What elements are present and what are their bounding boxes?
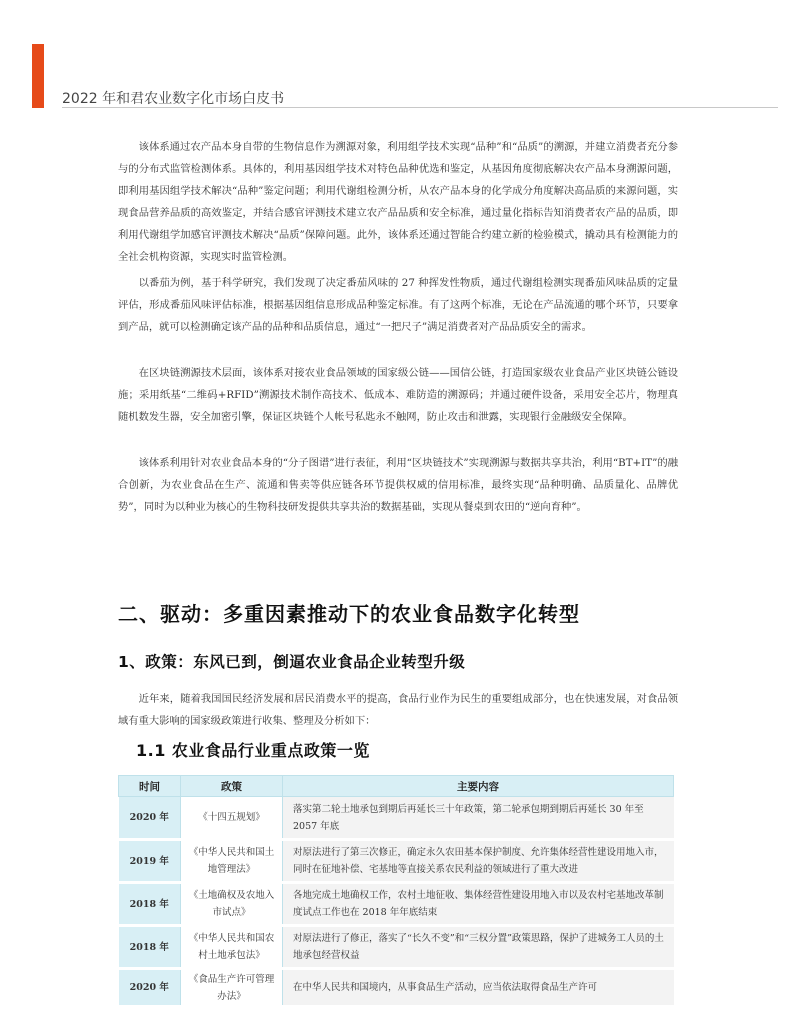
paragraph-blockchain: 在区块链溯源技术层面，该体系对接农业食品领域的国家级公链——国信公链，打造国家级农业食品产业区块链公链设施；采用纸基“二维码+RFID”溯源技术制作高技术、低成本、难防造的溯源码；并通过硬件设备，采用安全芯片，物理真随机数发生器，安全加密引擎，保证区块链个人帐号私匙永不触网，防止攻击和泄露，实现银行金融级安全保障。: [118, 367, 678, 423]
cell-policy: 《中华人民共和国土地管理法》: [181, 840, 283, 883]
header-divider: [62, 107, 778, 108]
cell-time: 2019 年: [119, 840, 181, 883]
cell-time: 2020 年: [119, 969, 181, 1007]
cell-content: 对原法进行了第三次修正，确定永久农田基本保护制度、允许集体经营性建设用地入市，同时在征地补偿、宅基地等直接关系农民利益的领域进行了重大改进: [283, 840, 674, 883]
section-heading: 二、驱动：多重因素推动下的农业食品数字化转型: [118, 602, 580, 626]
paragraph-tomato-example: 以番茄为例，基于科学研究，我们发现了决定番茄风味的 27 种挥发性物质，通过代谢组检测实现番茄风味品质的定量评估，形成番茄风味评估标准，根据基因组信息形成品种鉴定标准。有了这两个标准，无论在产品流通的哪个环节，只要拿到产品，就可以检测确定该产品的品种和品质信息，通过“一把尺子”满足消费者对产品品质安全的需求。: [118, 277, 678, 333]
table-row: [119, 926, 674, 969]
table-row: [119, 969, 674, 1007]
header-accent-bar: [32, 44, 44, 108]
table-row: [119, 883, 674, 926]
cell-policy: 《食品生产许可管理办法》: [181, 969, 283, 1007]
table-heading: 1.1 农业食品行业重点政策一览: [136, 741, 370, 760]
cell-content: 在中华人民共和国境内，从事食品生产活动，应当依法取得食品生产许可: [283, 969, 674, 1007]
header-policy: 政策: [181, 776, 283, 797]
table-header-row: [119, 776, 674, 797]
header-content: 主要内容: [283, 776, 674, 797]
table-row: [119, 797, 674, 840]
cell-time: 2020 年: [119, 797, 181, 840]
table-row: [119, 840, 674, 883]
cell-policy: 《十四五规划》: [181, 797, 283, 840]
cell-content: 落实第二轮土地承包到期后再延长三十年政策，第二轮承包期到期后再延长 30 年至 2057 年底: [283, 797, 674, 840]
header-time: 时间: [119, 776, 181, 797]
cell-time: 2018 年: [119, 926, 181, 969]
cell-policy: 《中华人民共和国农村土地承包法》: [181, 926, 283, 969]
paragraph-policy-intro: 近年来，随着我国国民经济发展和居民消费水平的提高，食品行业作为民生的重要组成部分，也在快速发展，对食品领域有重大影响的国家级政策进行收集、整理及分析如下：: [118, 693, 678, 727]
cell-content: 各地完成土地确权工作，农村土地征收、集体经营性建设用地入市以及农村宅基地改革制度试点工作也在 2018 年年底结束: [283, 883, 674, 926]
paragraph-molecular-map: 该体系利用针对农业食品本身的“分子图谱”进行表征，利用“区块链技术”实现溯源与数据共享共治，利用“BT+IT”的融合创新，为农业食品在生产、流通和售卖等供应链各环节提供权威的信用标准，最终实现“品种明确、品质量化、品牌优势”，同时为以种业为核心的生物科技研发提供共享共治的数据基础，实现从餐桌到农田的“逆向育种”。: [118, 457, 678, 513]
paragraph-traceability-system: 该体系通过农产品本身自带的生物信息作为溯源对象，利用组学技术实现“品种”和“品质”的溯源，并建立消费者充分参与的分布式监管检测体系。具体的，利用基因组学技术对特色品种优选和鉴定，从基因角度彻底解决农产品本身溯源问题，即利用基因组学技术解决“品种”鉴定问题；利用代谢组检测分析，从农产品本身的化学成分角度解决高品质的来源问题，实现食品营养品质的高效鉴定，并结合感官评测技术建立农产品品质和安全标准，通过量化指标告知消费者农产品的品质，即利用代谢组学加感官评测技术解决“品质”保障问题。此外，该体系还通过智能合约建立新的检验模式，撬动具有检测能力的全社会机构资源，实现实时监管检测。: [118, 141, 678, 263]
cell-content: 对原法进行了修正，落实了“长久不变”和“三权分置”政策思路，保护了进城务工人员的土地承包经营权益: [283, 926, 674, 969]
policy-table: [118, 775, 674, 1008]
page-header-title: 2022 年和君农业数字化市场白皮书: [62, 91, 285, 107]
cell-policy: 《土地确权及农地入市试点》: [181, 883, 283, 926]
cell-time: 2018 年: [119, 883, 181, 926]
subsection-heading: 1、政策：东风已到，倒逼农业食品企业转型升级: [118, 653, 466, 671]
